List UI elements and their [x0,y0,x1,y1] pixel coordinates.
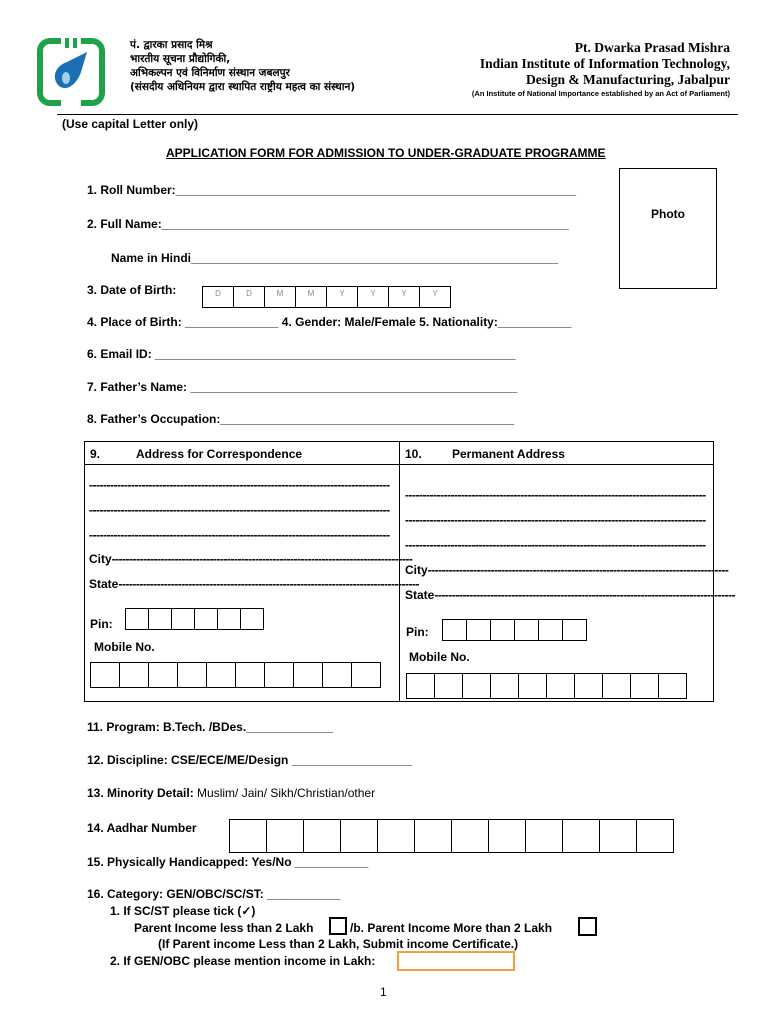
institute-subtitle: (An Institute of National Importance established by an Act of Parliament) [471,89,730,98]
sc-st-tick-label: 1. If SC/ST please tick (✓) [110,904,256,918]
income-less-checkbox[interactable] [329,917,347,935]
aadhar-boxes[interactable] [229,819,674,853]
minority-field[interactable] [87,786,375,800]
perm-mobile-label: Mobile No. [409,650,470,664]
certificate-note: (If Parent income Less than 2 Lakh, Submit income Certificate.) [158,937,519,951]
mobile-cell[interactable] [264,662,294,688]
aadhar-cell[interactable] [377,819,415,853]
corr-city-blank: -------------------------------------------------------------------------------------- [111,552,413,566]
pin-cell[interactable] [240,608,264,630]
mobile-cell[interactable] [658,673,687,699]
perm-state-label: State [405,588,435,602]
perm-mobile-boxes[interactable] [406,673,687,699]
dob-cell[interactable]: M [264,286,296,308]
photo-label: Photo [651,207,685,221]
mobile-cell[interactable] [177,662,207,688]
pin-cell[interactable] [194,608,218,630]
dob-cell[interactable]: Y [357,286,389,308]
physically-handicapped-field[interactable]: 15. Physically Handicapped: Yes/No ___________ [87,855,369,869]
perm-city-label: City [405,563,428,577]
minority-label: 13. Minority Detail: [87,786,194,800]
dob-cell[interactable]: M [295,286,327,308]
corr-pin-boxes[interactable] [125,608,264,630]
program-field[interactable]: 11. Program: B.Tech. /BDes._____________ [87,720,333,734]
mobile-cell[interactable] [119,662,149,688]
name-in-hindi-field[interactable]: Name in Hindi_______________________________________________________ [111,251,559,265]
pin-cell[interactable] [514,619,539,641]
perm-title: Permanent Address [452,447,565,461]
mobile-cell[interactable] [206,662,236,688]
page-number: 1 [380,985,387,999]
aadhar-cell[interactable] [229,819,267,853]
perm-pin-label: Pin: [406,625,429,639]
pin-cell[interactable] [490,619,515,641]
institute-name-line: Indian Institute of Information Technology, [479,56,730,71]
corr-state-blank: -------------------------------------------------------------------------------------- [118,577,420,591]
perm-state-blank: -------------------------------------------------------------------------------------- [434,588,736,602]
perm-city-field[interactable] [405,563,729,577]
logo-icon [37,38,105,106]
pin-cell[interactable] [171,608,195,630]
dob-cell[interactable]: D [233,286,265,308]
photo-box[interactable] [619,168,717,289]
mobile-cell[interactable] [574,673,603,699]
mobile-cell[interactable] [546,673,575,699]
corr-title: Address for Correspondence [136,447,303,461]
mobile-cell[interactable] [351,662,381,688]
mobile-cell[interactable] [518,673,547,699]
perm-pin-boxes[interactable] [442,619,587,641]
pin-cell[interactable] [125,608,149,630]
gen-obc-income-label: 2. If GEN/OBC please mention income in Lakh: [110,954,376,968]
institute-name-line: Design & Manufacturing, Jabalpur [525,72,730,87]
place-gender-nationality-field[interactable]: 4. Place of Birth: ______________ 4. Gender: Male/Female 5. Nationality:___________ [87,315,572,329]
address-header-line [85,464,713,465]
capital-letter-note: (Use capital Letter only) [62,117,199,131]
hindi-line: भारतीय सूचना प्रौद्योगिकी, [130,53,231,65]
hindi-line: अभिकल्पन एवं विनिर्माण संस्थान जबलपुर [130,67,290,79]
category-field[interactable]: 16. Category: GEN/OBC/SC/ST: ___________ [87,887,341,901]
header-divider [57,114,738,115]
aadhar-label: 14. Aadhar Number [87,821,197,835]
form-title: APPLICATION FORM FOR ADMISSION TO UNDER-GRADUATE PROGRAMME [166,146,606,160]
income-more-label: /b. Parent Income More than 2 Lakh [350,921,553,935]
aadhar-cell[interactable] [562,819,600,853]
pin-cell[interactable] [148,608,172,630]
corr-city-field[interactable] [89,552,413,566]
aadhar-cell[interactable] [599,819,637,853]
corr-number: 9. [90,447,101,461]
dob-label: 3. Date of Birth: [87,283,177,297]
full-name-field[interactable]: 2. Full Name:_____________________________________________________________ [87,217,569,231]
aadhar-cell[interactable] [525,819,563,853]
corr-state-field[interactable] [89,577,420,591]
english-header [472,40,730,100]
mobile-cell[interactable] [490,673,519,699]
roll-number-field[interactable]: 1. Roll Number:____________________________________________________________ [87,183,577,197]
dob-cell[interactable]: D [202,286,234,308]
mobile-cell[interactable] [293,662,323,688]
pin-cell[interactable] [217,608,241,630]
mobile-cell[interactable] [235,662,265,688]
corr-mobile-label: Mobile No. [94,640,155,654]
mobile-cell[interactable] [602,673,631,699]
pin-cell[interactable] [538,619,563,641]
dob-cell[interactable]: Y [326,286,358,308]
institute-name-line: Pt. Dwarka Prasad Mishra [574,40,730,55]
email-field[interactable]: 6. Email ID: ______________________________________________________ [87,347,516,361]
mobile-cell[interactable] [406,673,435,699]
perm-city-blank: -------------------------------------------------------------------------------------- [427,563,729,577]
pin-cell[interactable] [442,619,467,641]
pin-cell[interactable] [466,619,491,641]
income-more-checkbox[interactable] [578,917,597,936]
corr-address-line[interactable]: -------------------------------------------------------------------------------------- [89,503,390,517]
mobile-cell[interactable] [322,662,352,688]
address-divider [399,442,400,701]
perm-address-line[interactable]: -------------------------------------------------------------------------------------- [405,513,706,527]
mobile-cell[interactable] [148,662,178,688]
aadhar-cell[interactable] [636,819,674,853]
minority-options: Muslim/ Jain/ Sikh/Christian/other [197,786,376,800]
corr-mobile-boxes[interactable] [90,662,381,688]
aadhar-cell[interactable] [303,819,341,853]
hindi-line: (संसदीय अधिनियम द्वारा स्थापित राष्ट्रीय महत्व का संस्थान) [130,81,356,93]
corr-address-line[interactable]: -------------------------------------------------------------------------------------- [89,528,390,542]
corr-pin-label: Pin: [90,617,113,631]
dob-cell[interactable]: Y [419,286,451,308]
corr-city-label: City [89,552,112,566]
mobile-cell[interactable] [630,673,659,699]
perm-number: 10. [405,447,422,461]
mobile-cell[interactable] [434,673,463,699]
aadhar-cell[interactable] [266,819,304,853]
discipline-field[interactable]: 12. Discipline: CSE/ECE/ME/Design __________________ [87,753,412,767]
father-occupation-field[interactable]: 8. Father’s Occupation:____________________________________________ [87,412,515,426]
hindi-line: पं. द्वारका प्रसाद मिश्र [130,39,213,51]
pin-cell[interactable] [562,619,587,641]
father-name-field[interactable]: 7. Father’s Name: _________________________________________________ [87,380,518,394]
dob-cell[interactable]: Y [388,286,420,308]
corr-state-label: State [89,577,119,591]
gen-obc-income-input[interactable] [397,951,515,971]
aadhar-cell[interactable] [451,819,489,853]
perm-address-line[interactable]: -------------------------------------------------------------------------------------- [405,488,706,502]
dob-boxes[interactable] [202,286,451,308]
perm-state-field[interactable] [405,588,736,602]
aadhar-cell[interactable] [340,819,378,853]
mobile-cell[interactable] [90,662,120,688]
aadhar-cell[interactable] [488,819,526,853]
hindi-header [130,38,355,94]
perm-address-line[interactable]: -------------------------------------------------------------------------------------- [405,538,706,552]
corr-address-line[interactable]: -------------------------------------------------------------------------------------- [89,478,390,492]
address-table [84,441,736,702]
mobile-cell[interactable] [462,673,491,699]
income-less-label: Parent Income less than 2 Lakh [134,921,314,935]
aadhar-cell[interactable] [414,819,452,853]
institute-logo [37,38,105,106]
